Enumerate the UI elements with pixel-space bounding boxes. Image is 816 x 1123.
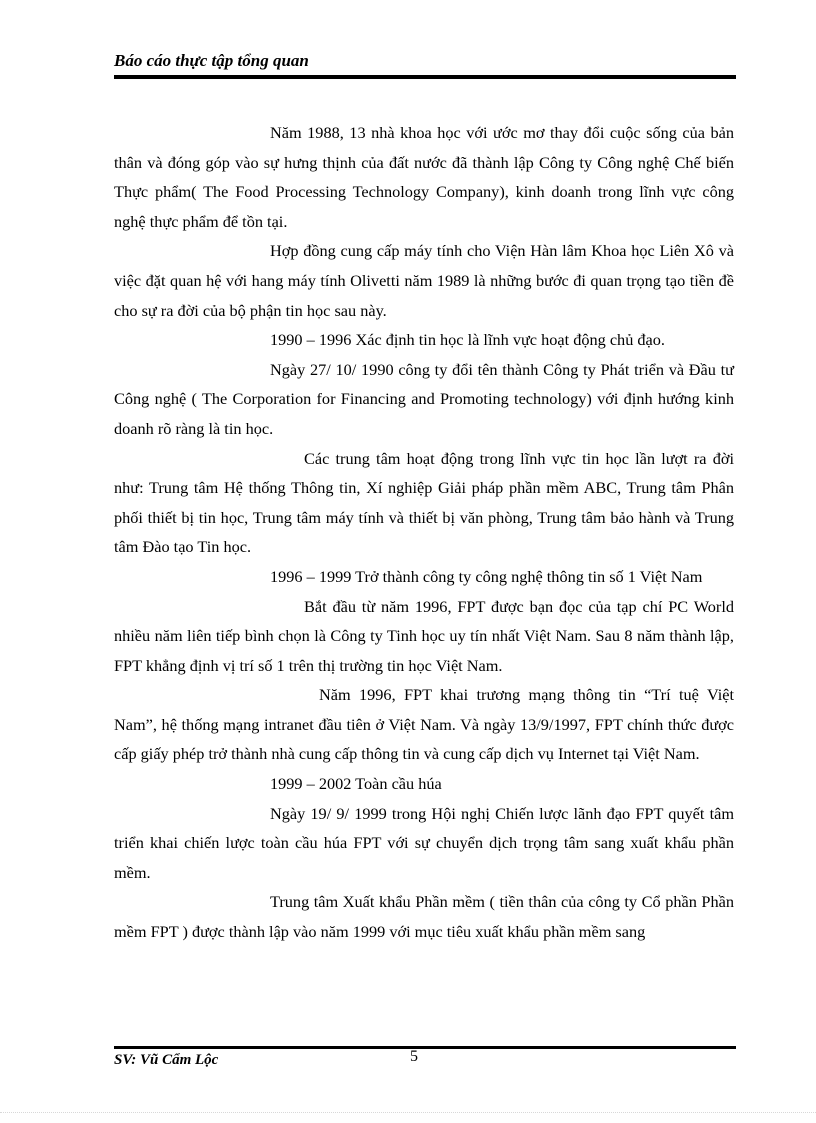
paragraph: Năm 1996, FPT khai trương mạng thông tin “Trí tuệ Việt Nam”, hệ thống mạng intranet đầu tiên ở Việt Nam. Và ngày 13/9/1997, FPT chính thức được cấp giấy phép trở thành nhà cung cấp thông tin và cung cấp dịch vụ Internet tại Việt Nam.	[114, 685, 734, 764]
section-heading: 1996 – 1999 Trở thành công ty công nghệ thông tin số 1 Việt Nam	[270, 566, 703, 586]
paragraph: Năm 1988, 13 nhà khoa học với ước mơ thay đổi cuộc sống của bản thân và đóng góp vào sự hưng thịnh của đất nước đã thành lập Công ty Công nghệ Chế biến Thực phẩm( The Food Processing Technology Company), kinh doanh trong lĩnh vực công nghệ thực phẩm để tồn tại.	[114, 123, 734, 231]
paragraph: Ngày 19/ 9/ 1999 trong Hội nghị Chiến lược lãnh đạo FPT quyết tâm triển khai chiến lược toàn cầu húa FPT với sự chuyển dịch trọng tâm sang xuất khẩu phần mềm.	[114, 803, 734, 882]
paragraph: Ngày 27/ 10/ 1990 công ty đổi tên thành Công ty Phát triển và Đầu tư Công nghệ ( The Corporation for Financing and Promoting technology) với định hướng kinh doanh rõ ràng là tin học.	[114, 359, 734, 438]
body-text	[114, 118, 734, 947]
student-name: SV: Vũ Cẩm Lộc	[114, 1052, 219, 1068]
paragraph: Các trung tâm hoạt động trong lĩnh vực tin học lần lượt ra đời như: Trung tâm Hệ thống Thông tin, Xí nghiệp Giải pháp phần mềm ABC, Trung tâm Phân phối thiết bị tin học, Trung tâm máy tính và thiết bị văn phòng, Trung tâm bảo hành và Trung tâm Đào tạo Tin học.	[114, 448, 734, 557]
footer-rule	[114, 1046, 736, 1049]
section-heading: 1999 – 2002 Toàn cầu húa	[270, 774, 442, 794]
report-title: Báo cáo thực tập tổng quan	[114, 51, 309, 70]
header-rule	[114, 75, 736, 79]
paragraph: Trung tâm Xuất khẩu Phần mềm ( tiền thân của công ty Cổ phần Phần mềm FPT ) được thành lập vào năm 1999 với mục tiêu xuất khẩu phần mềm sang	[114, 892, 734, 942]
page-edge-divider	[0, 1112, 816, 1113]
page-header	[114, 50, 736, 72]
paragraph: Bắt đầu từ năm 1996, FPT được bạn đọc của tạp chí PC World nhiều năm liên tiếp bình chọn là Công ty Tinh học uy tín nhất Việt Nam. Sau 8 năm thành lập, FPT khẳng định vị trí số 1 trên thị trường tin học Việt Nam.	[114, 596, 734, 675]
page-footer	[114, 1046, 736, 1076]
page-number: 5	[410, 1048, 418, 1065]
section-heading: 1990 – 1996 Xác định tin học là lĩnh vực hoạt động chủ đạo.	[270, 330, 665, 350]
paragraph: Hợp đồng cung cấp máy tính cho Viện Hàn lâm Khoa học Liên Xô và việc đặt quan hệ với hang máy tính Olivetti năm 1989 là những bước đi quan trọng tạo tiền đề cho sự ra đời của bộ phận tin học sau này.	[114, 241, 734, 320]
